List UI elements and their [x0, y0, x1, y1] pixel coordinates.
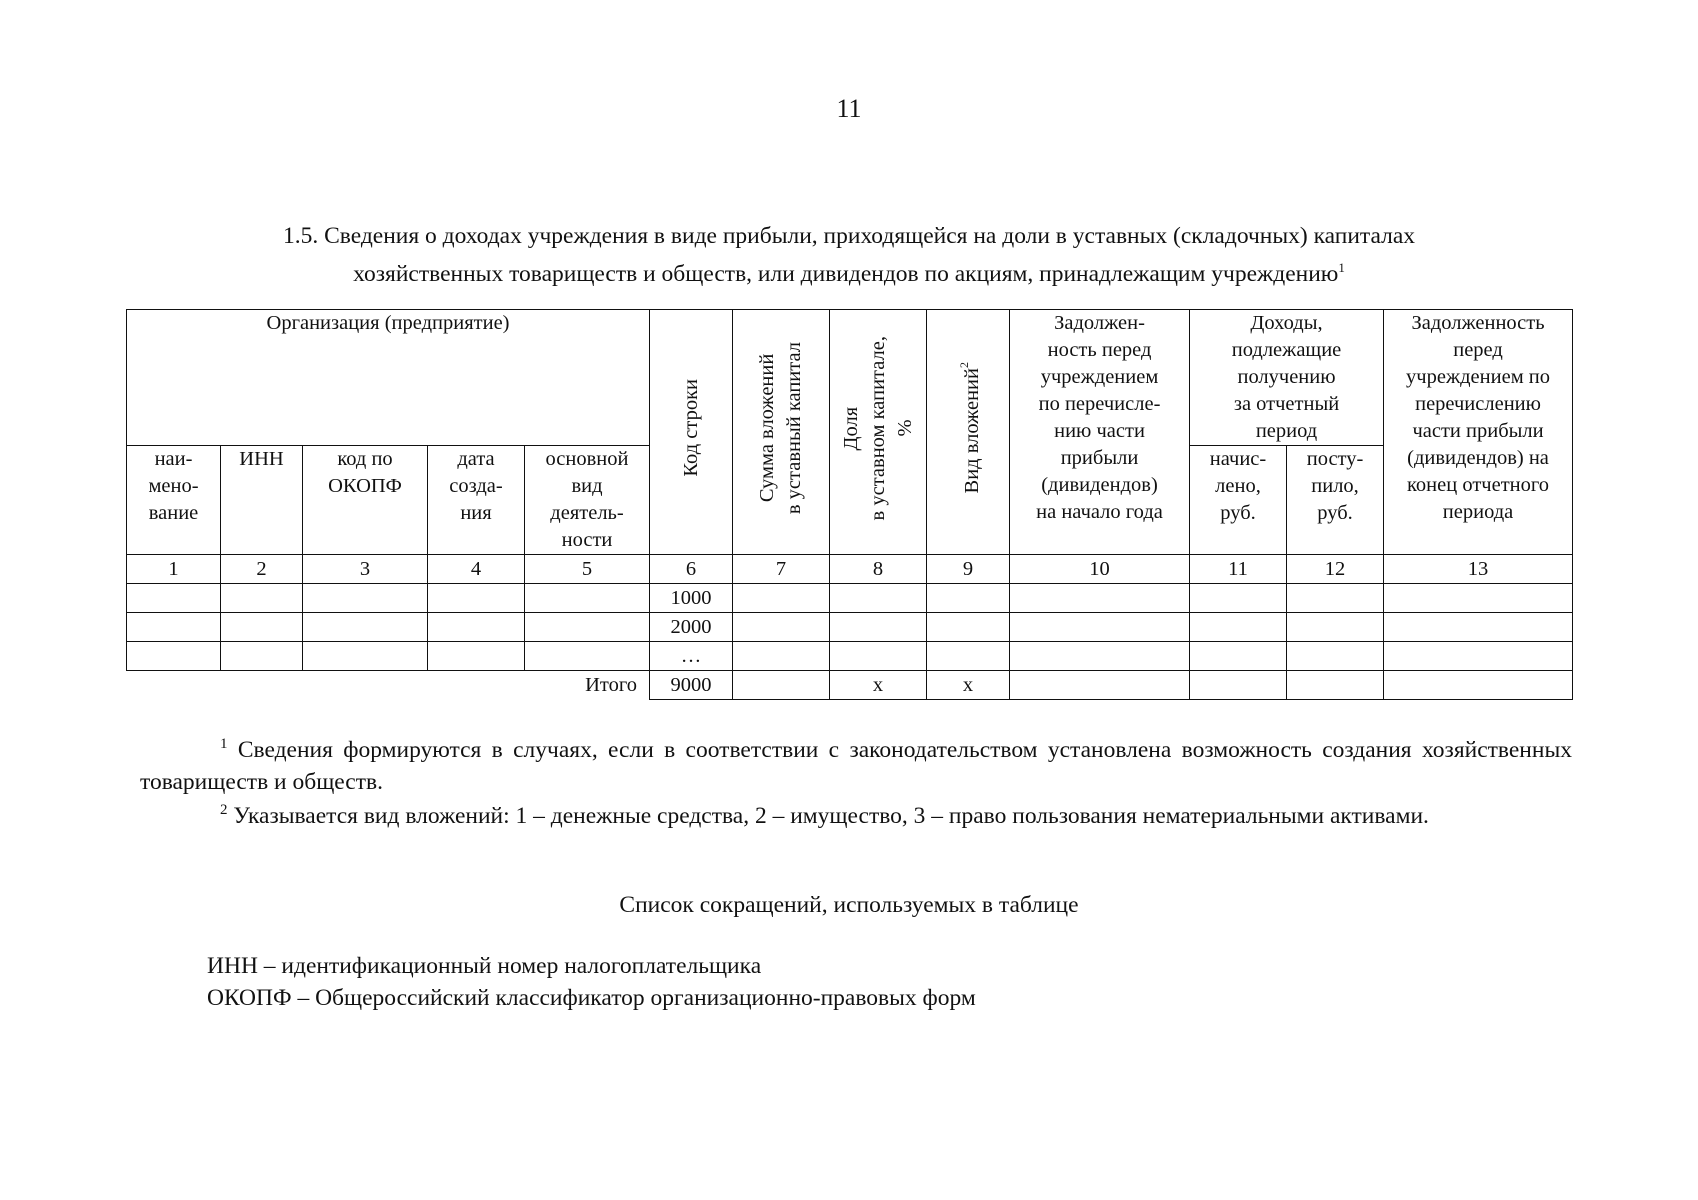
col-number: 12 — [1287, 555, 1384, 584]
footnote-1-mark: 1 — [220, 736, 228, 752]
org-col-name: наи- мено- вание — [127, 446, 221, 555]
col-number: 3 — [303, 555, 428, 584]
col-number: 8 — [830, 555, 927, 584]
type-header: Вид вложений$^2$ — [927, 310, 1010, 555]
col-number: 11 — [1190, 555, 1287, 584]
table-row — [127, 613, 1573, 642]
org-header: Организация (предприятие) — [127, 310, 650, 446]
total-type: х — [927, 671, 1010, 700]
org-col-date: дата созда- ния — [428, 446, 525, 555]
footnote-1-text: Сведения формируются в случаях, если в соответствии с законодательством установлена возможность создания хозяйственных товариществ и обществ. — [140, 737, 1573, 795]
org-col-inn: ИНН — [221, 446, 303, 555]
share-header: Доля в уставном капитале, % — [830, 310, 927, 555]
footnote-2 — [140, 794, 1572, 832]
abbreviation-item: ОКОПФ – Общероссийский классификатор организационно-правовых форм — [207, 985, 976, 1011]
abbreviation-item: ИНН – идентификационный номер налогоплательщика — [207, 953, 762, 979]
col-number: 6 — [650, 555, 733, 584]
table-row — [127, 584, 1573, 613]
row-code: … — [650, 642, 733, 671]
section-title-line-2: хозяйственных товариществ и обществ, или дивидендов по акциям, принадлежащим учреждению$^1$ — [353, 260, 1345, 287]
col-number: 7 — [733, 555, 830, 584]
footnote-2-text: Указывается вид вложений: 1 – денежные средства, 2 – имущество, 3 – право пользования нематериальными активами. — [233, 803, 1429, 829]
income-col-accrued: начис- лено, руб. — [1190, 446, 1287, 555]
col-number: 1 — [127, 555, 221, 584]
footnote-ref-2: 2 — [956, 362, 971, 369]
total-label: Итого — [127, 671, 650, 700]
org-col-activity: основной вид деятель- ности — [525, 446, 650, 555]
table-row — [127, 642, 1573, 671]
col-number: 2 — [221, 555, 303, 584]
debt-start-header: Задолжен- ность перед учреждением по перечисле- нию части прибыли (дивидендов) на начало года — [1010, 310, 1190, 555]
section-title — [150, 220, 1548, 290]
org-col-okopf: код по ОКОПФ — [303, 446, 428, 555]
dividends-table — [126, 309, 1573, 700]
total-share: х — [830, 671, 927, 700]
total-row — [127, 671, 1573, 700]
footnote-ref-1: 1 — [1338, 260, 1345, 275]
total-code: 9000 — [650, 671, 733, 700]
column-numbers-row — [127, 555, 1573, 584]
footnote-1 — [140, 728, 1572, 798]
code-header: Код строки — [650, 310, 733, 555]
row-code: 2000 — [650, 613, 733, 642]
sum-header: Сумма вложений в уставный капитал — [733, 310, 830, 555]
col-number: 13 — [1384, 555, 1573, 584]
abbreviations-title: Список сокращений, используемых в таблице — [619, 892, 1079, 918]
income-header: Доходы, подлежащие получению за отчетный период — [1190, 310, 1384, 446]
page-number: 11 — [836, 94, 862, 123]
col-number: 4 — [428, 555, 525, 584]
income-col-received: посту- пило, руб. — [1287, 446, 1384, 555]
debt-end-header: Задолженность перед учреждением по перечислению части прибыли (дивидендов) на конец отчетного периода — [1384, 310, 1573, 555]
section-title-line-1: 1.5. Сведения о доходах учреждения в виде прибыли, приходящейся на доли в уставных (складочных) капиталах — [282, 223, 1416, 249]
col-number: 5 — [525, 555, 650, 584]
row-code: 1000 — [650, 584, 733, 613]
footnote-2-mark: 2 — [220, 802, 228, 818]
col-number: 10 — [1010, 555, 1190, 584]
col-number: 9 — [927, 555, 1010, 584]
